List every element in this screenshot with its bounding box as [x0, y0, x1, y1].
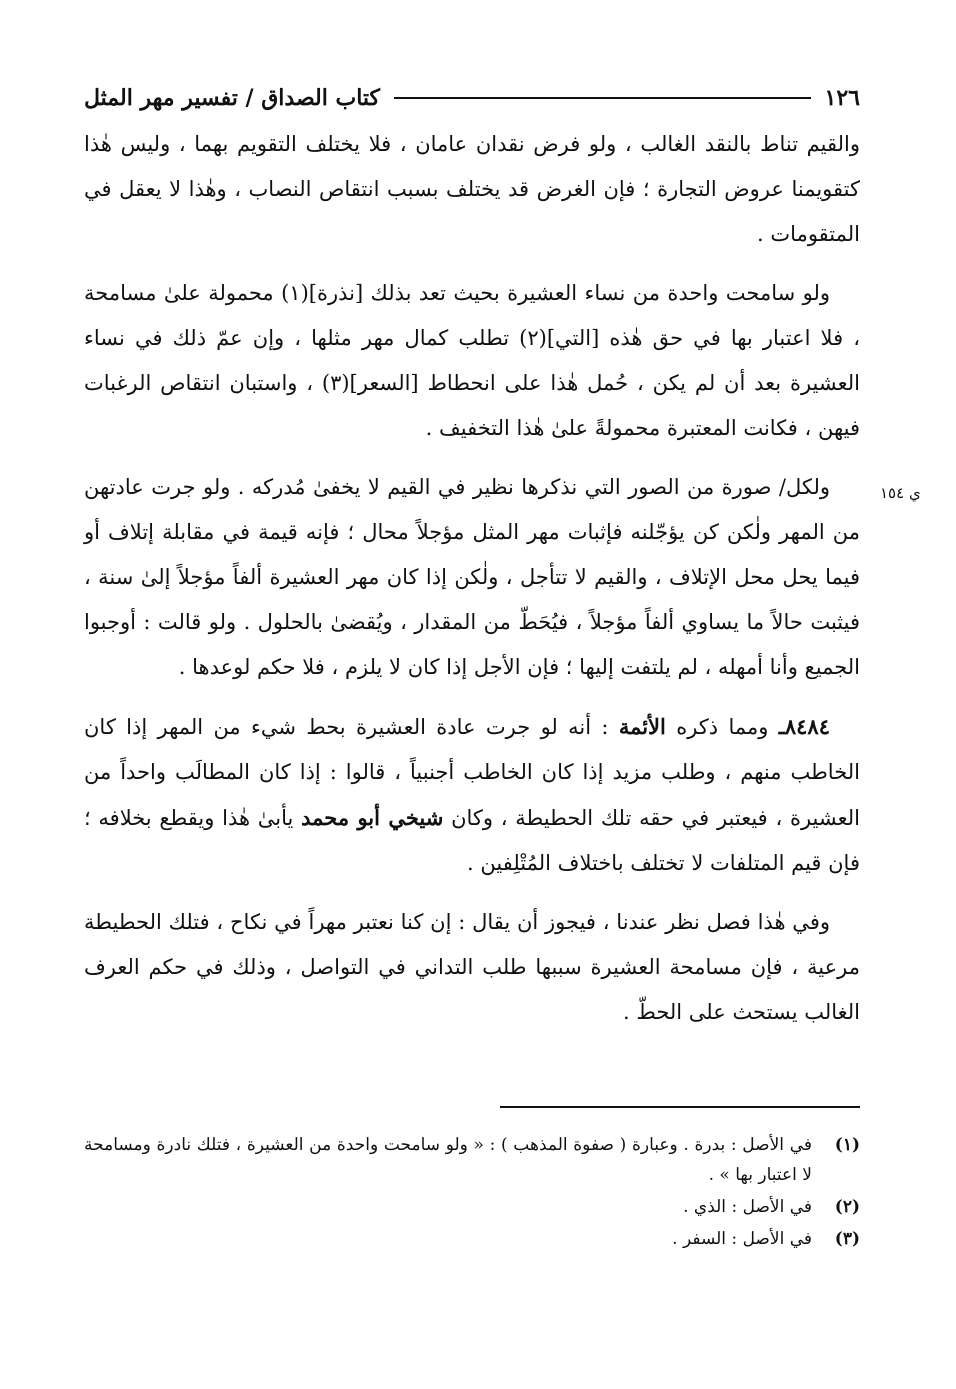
paragraph-4	[84, 704, 860, 886]
footnote-separator	[500, 1106, 860, 1108]
p4-part-3: يأبىٰ هٰذا ويقطع بخلافه ؛ فإن قيم المتلفات لا تختلف باختلاف المُتْلِفين .	[84, 806, 860, 875]
p4-part-2: : أنه لو جرت عادة العشيرة بحط شيء من المهر إذا كان الخاطب منهم ، وطلب مزيد إذا كان الخاطب أجنبياً ، قالوا : إذا كان المطالَب واحداً من العشيرة ، فيعتبر في حقه تلك الحطيطة ، وكان	[84, 715, 860, 830]
page-number: ١٢٦	[824, 85, 860, 111]
p4-part-1: ومما ذكره	[665, 715, 779, 739]
footnote-number: (٣)	[834, 1229, 860, 1249]
footnote-text: في الأصل : الذي .	[683, 1197, 812, 1217]
footnote-2	[84, 1192, 860, 1222]
p4-bold-1: الأئمة	[618, 714, 666, 739]
chapter-title: كتاب الصداق / تفسير مهر المثل	[84, 85, 381, 111]
footnote-text: في الأصل : السفر .	[672, 1229, 812, 1249]
paragraph-5: وفي هٰذا فصل نظر عندنا ، فيجوز أن يقال : إن كنا نعتبر مهراً في نكاح ، فتلك الحطيطة مرعية ، فإن مسامحة العشيرة سببها طلب التداني في التواصل ، وذلك في حكم العرف الغالب يستحث على الحطّ .	[84, 910, 860, 1024]
footnote-text: في الأصل : بدرة . وعبارة ( صفوة المذهب ) : « ولو سامحت واحدة من العشيرة ، فتلك نادرة ومسامحة لا اعتبار بها » .	[84, 1135, 812, 1185]
issue-number: ٨٤٨٤ـ	[778, 714, 830, 739]
paragraph-1: والقيم تناط بالنقد الغالب ، ولو فرض نقدان عامان ، فلا يختلف التقويم بهما ، وليس هٰذا كتقويمنا عروض التجارة ؛ فإن الغرض قد يختلف بسبب انتقاص النصاب ، وهٰذا لا يعقل في المتقومات .	[84, 132, 860, 246]
footnote-number: (١)	[834, 1135, 860, 1155]
header-rule	[394, 97, 811, 99]
footnote-number: (٢)	[834, 1197, 860, 1217]
paragraph-2: ولو سامحت واحدة من نساء العشيرة بحيث تعد بذلك [نذرة](١) محمولة علىٰ مسامحة ، فلا اعتبار بها في حق هٰذه [التي](٢) تطلب كمال مهر مثلها ، وإن عمّ ذلك في نساء العشيرة بعد أن لم يكن ، حُمل هٰذا على انحطاط [السعر](٣) ، واستبان انتقاص الرغبات فيهن ، فكانت المعتبرة محمولةً علىٰ هٰذا التخفيف .	[84, 281, 860, 440]
footnote-3	[84, 1224, 860, 1254]
paragraph-3: ولكل/ صورة من الصور التي نذكرها نظير في القيم لا يخفىٰ مُدركه . ولو جرت عادتهن من المهر ولٰكن كن يؤجّلنه فإثبات مهر المثل مؤجلاً محال ؛ فإنه قيمة في مقابلة إتلاف أو فيما يحل محل الإتلاف ، والقيم لا تتأجل ، ولٰكن إذا كان مهر العشيرة ألفاً مؤجلاً إلىٰ سنة ، فيثبت حالاً ما يساوي ألفاً مؤجلاً ، فيُحَطّ من المقدار ، ويُقضىٰ بالحلول . ولو قالت : أوجبوا الجميع وأنا أمهله ، لم يلتفت إليها ؛ فإن الأجل إذا كان لا يلزم ، فلا حكم لوعدها .	[84, 475, 860, 679]
p4-bold-2: شيخي أبو محمد	[301, 805, 444, 830]
main-text	[84, 122, 860, 1049]
footnotes	[84, 1130, 860, 1256]
footnote-1	[84, 1130, 860, 1190]
marginal-page-reference: ي ١٥٤	[880, 484, 921, 502]
running-header	[84, 82, 860, 114]
